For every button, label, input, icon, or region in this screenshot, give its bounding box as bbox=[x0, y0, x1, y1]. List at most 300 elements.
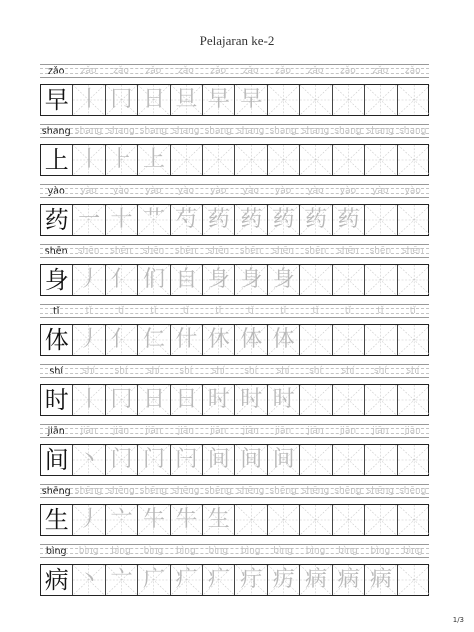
practice-cell bbox=[268, 565, 300, 595]
stroke-trace: 芍 bbox=[175, 207, 198, 232]
practice-cell bbox=[236, 325, 268, 355]
practice-row bbox=[40, 424, 429, 484]
stroke-trace: 冂 bbox=[110, 87, 133, 112]
stroke-trace: 们 bbox=[142, 267, 165, 292]
practice-cell bbox=[236, 85, 268, 115]
pinyin-trace: shēng bbox=[269, 486, 297, 496]
stroke-trace: 疒 bbox=[175, 567, 198, 592]
stroke-trace: 病 bbox=[337, 567, 360, 592]
pinyin-trace: shēn bbox=[369, 246, 392, 256]
pinyin-trace: yào bbox=[307, 186, 324, 196]
practice-cell bbox=[365, 85, 397, 115]
stroke-trace: 丨 bbox=[78, 87, 101, 112]
practice-cell bbox=[236, 205, 268, 235]
practice-cell bbox=[333, 85, 365, 115]
practice-cell bbox=[333, 565, 365, 595]
practice-row bbox=[40, 544, 429, 604]
practice-cell bbox=[333, 325, 365, 355]
pinyin-trace: zǎo bbox=[80, 66, 97, 76]
practice-cell bbox=[300, 145, 332, 175]
pinyin-label: tǐ bbox=[53, 306, 60, 317]
pinyin-trace: yào bbox=[339, 186, 357, 196]
practice-cell bbox=[203, 325, 235, 355]
stroke-trace: 时 bbox=[240, 387, 263, 412]
stroke-trace: 仁 bbox=[142, 327, 165, 352]
model-character-cell bbox=[41, 145, 73, 175]
practice-cell bbox=[300, 85, 332, 115]
practice-cell bbox=[203, 445, 235, 475]
pinyin-trace: shēng bbox=[204, 486, 232, 496]
practice-cell bbox=[268, 445, 300, 475]
stroke-trace: 门 bbox=[142, 447, 165, 472]
character-grid bbox=[40, 504, 429, 536]
pinyin-band bbox=[40, 184, 429, 198]
pinyin-trace: shang bbox=[334, 126, 362, 136]
pinyin-trace: shēn bbox=[272, 246, 294, 256]
stroke-trace: 自 bbox=[175, 267, 198, 292]
pinyin-label: shēn bbox=[44, 246, 68, 257]
pinyin-trace: shēng bbox=[301, 486, 330, 496]
pinyin-trace: shēng bbox=[74, 486, 103, 496]
stroke-trace: 休 bbox=[207, 327, 230, 352]
practice-cell bbox=[171, 445, 203, 475]
model-character-cell bbox=[41, 505, 73, 535]
pinyin-trace: tǐ bbox=[344, 306, 351, 316]
practice-cell bbox=[268, 385, 300, 415]
pinyin-trace: shēn bbox=[337, 246, 359, 256]
practice-cell bbox=[333, 505, 365, 535]
page-title: Pelajaran ke-2 bbox=[199, 33, 275, 48]
character-grid bbox=[40, 84, 429, 116]
stroke-trace: 丶 bbox=[78, 567, 101, 592]
pinyin-trace: jiān bbox=[145, 426, 162, 436]
stroke-trace: 牛 bbox=[175, 507, 198, 532]
practice-cell bbox=[138, 505, 170, 535]
stroke-trace: 间 bbox=[272, 447, 295, 472]
pinyin-trace: zǎo bbox=[145, 66, 162, 76]
stroke-trace: 疔 bbox=[240, 567, 263, 592]
pinyin-trace: zǎo bbox=[242, 66, 259, 76]
pinyin-band bbox=[40, 484, 429, 498]
practice-cell bbox=[398, 85, 430, 115]
stroke-trace: 体 bbox=[240, 327, 263, 352]
practice-cell bbox=[106, 85, 138, 115]
stroke-trace: 身 bbox=[207, 267, 230, 292]
model-character: 早 bbox=[44, 86, 69, 114]
practice-cell bbox=[171, 145, 203, 175]
practice-cell bbox=[300, 445, 332, 475]
practice-cell bbox=[171, 505, 203, 535]
pinyin-trace: yào bbox=[210, 186, 227, 196]
practice-row bbox=[40, 364, 429, 424]
pinyin-trace: jiān bbox=[210, 426, 227, 436]
practice-cell bbox=[106, 565, 138, 595]
practice-cell bbox=[236, 385, 268, 415]
pinyin-trace: shēng bbox=[399, 486, 427, 496]
pinyin-trace: shí bbox=[276, 366, 290, 376]
pinyin-trace: tǐ bbox=[150, 306, 157, 316]
stroke-trace: 旦 bbox=[175, 87, 198, 112]
practice-cell bbox=[300, 265, 332, 295]
pinyin-label: shí bbox=[49, 366, 63, 377]
character-grid bbox=[40, 264, 429, 296]
pinyin-trace: yào bbox=[404, 186, 421, 196]
practice-rows bbox=[40, 64, 429, 604]
practice-row bbox=[40, 244, 429, 304]
stroke-trace: 亠 bbox=[110, 507, 133, 532]
practice-cell bbox=[203, 565, 235, 595]
pinyin-trace: shang bbox=[237, 126, 265, 136]
stroke-trace: 亠 bbox=[110, 567, 133, 592]
pinyin-trace: shí bbox=[146, 366, 160, 376]
practice-row bbox=[40, 184, 429, 244]
pinyin-trace: shēn bbox=[110, 246, 132, 256]
page-number: 1/3 bbox=[452, 616, 464, 624]
pinyin-trace: jiān bbox=[112, 426, 130, 436]
practice-cell bbox=[398, 265, 430, 295]
practice-cell bbox=[171, 565, 203, 595]
pinyin-trace: shí bbox=[244, 366, 258, 376]
pinyin-trace: shang bbox=[366, 126, 395, 136]
practice-cell bbox=[138, 445, 170, 475]
practice-cell bbox=[138, 205, 170, 235]
practice-row bbox=[40, 484, 429, 544]
stroke-trace: 生 bbox=[207, 507, 230, 532]
practice-cell bbox=[106, 445, 138, 475]
practice-cell bbox=[203, 385, 235, 415]
practice-row bbox=[40, 64, 429, 124]
pinyin-trace: tǐ bbox=[85, 306, 92, 316]
practice-cell bbox=[333, 205, 365, 235]
stroke-trace: 艹 bbox=[142, 207, 165, 232]
practice-cell bbox=[333, 385, 365, 415]
stroke-trace: 上 bbox=[142, 147, 165, 172]
stroke-trace: 早 bbox=[207, 87, 230, 112]
practice-cell bbox=[365, 145, 397, 175]
stroke-trace: 十 bbox=[110, 207, 133, 232]
pinyin-trace: jiān bbox=[242, 426, 259, 436]
practice-cell bbox=[365, 445, 397, 475]
practice-cell bbox=[268, 325, 300, 355]
stroke-trace: 病 bbox=[369, 567, 392, 592]
practice-cell bbox=[106, 205, 138, 235]
pinyin-trace: zǎo bbox=[404, 66, 421, 76]
model-character-cell bbox=[41, 265, 73, 295]
practice-cell bbox=[203, 205, 235, 235]
practice-cell bbox=[300, 565, 332, 595]
stroke-trace: ⺊ bbox=[110, 147, 133, 172]
pinyin-trace: bìng bbox=[240, 546, 261, 556]
pinyin-label: shang bbox=[41, 126, 71, 137]
practice-cell bbox=[398, 325, 430, 355]
character-grid bbox=[40, 204, 429, 236]
pinyin-trace: shēn bbox=[77, 246, 100, 256]
practice-cell bbox=[268, 145, 300, 175]
practice-cell bbox=[106, 385, 138, 415]
pinyin-trace: shí bbox=[211, 366, 225, 376]
pinyin-trace: shēng bbox=[237, 486, 265, 496]
pinyin-trace: shí bbox=[179, 366, 193, 376]
practice-cell bbox=[398, 145, 430, 175]
practice-cell bbox=[203, 265, 235, 295]
stroke-trace: 门 bbox=[110, 447, 133, 472]
practice-row bbox=[40, 304, 429, 364]
practice-cell bbox=[171, 325, 203, 355]
pinyin-label: zǎo bbox=[47, 66, 65, 77]
stroke-trace: 早 bbox=[240, 87, 263, 112]
pinyin-trace: bìng bbox=[78, 546, 99, 556]
model-character-cell bbox=[41, 385, 73, 415]
pinyin-trace: shang bbox=[107, 126, 135, 136]
pinyin-trace: zǎo bbox=[177, 66, 194, 76]
practice-cell bbox=[138, 565, 170, 595]
pinyin-trace: jiān bbox=[80, 426, 97, 436]
practice-cell bbox=[73, 145, 105, 175]
model-character: 药 bbox=[44, 206, 69, 234]
stroke-trace: 日 bbox=[175, 387, 198, 412]
pinyin-band bbox=[40, 364, 429, 378]
pinyin-trace: tǐ bbox=[215, 306, 222, 316]
pinyin-trace: jiān bbox=[307, 426, 324, 436]
stroke-trace: 广 bbox=[142, 567, 165, 592]
pinyin-trace: shang bbox=[204, 126, 232, 136]
practice-cell bbox=[106, 145, 138, 175]
pinyin-trace: shí bbox=[341, 366, 355, 376]
practice-cell bbox=[171, 385, 203, 415]
pinyin-trace: yào bbox=[177, 186, 195, 196]
stroke-trace: 牛 bbox=[142, 507, 165, 532]
pinyin-trace: yào bbox=[80, 186, 97, 196]
pinyin-trace: zǎo bbox=[210, 66, 227, 76]
pinyin-trace: bìng bbox=[338, 546, 358, 556]
model-character-cell bbox=[41, 85, 73, 115]
model-character: 生 bbox=[44, 506, 69, 534]
practice-cell bbox=[365, 385, 397, 415]
practice-cell bbox=[73, 385, 105, 415]
pinyin-trace: jiān bbox=[274, 426, 292, 436]
pinyin-trace: shēn bbox=[401, 246, 424, 256]
pinyin-trace: yào bbox=[112, 186, 130, 196]
stroke-trace: 疠 bbox=[272, 567, 295, 592]
pinyin-trace: bìng bbox=[208, 546, 229, 556]
practice-cell bbox=[236, 565, 268, 595]
pinyin-trace: shí bbox=[373, 366, 387, 376]
practice-cell bbox=[365, 505, 397, 535]
stroke-trace: 丿 bbox=[78, 267, 101, 292]
practice-cell bbox=[171, 265, 203, 295]
practice-cell bbox=[365, 325, 397, 355]
pinyin-trace: tǐ bbox=[312, 306, 319, 316]
pinyin-trace: shí bbox=[309, 366, 322, 376]
stroke-trace: 亻 bbox=[110, 267, 133, 292]
pinyin-band bbox=[40, 244, 429, 258]
practice-cell bbox=[300, 205, 332, 235]
practice-cell bbox=[73, 325, 105, 355]
pinyin-band bbox=[40, 64, 429, 78]
pinyin-trace: bìng bbox=[402, 546, 423, 556]
pinyin-trace: shang bbox=[301, 126, 330, 136]
model-character: 病 bbox=[44, 566, 69, 594]
stroke-trace: 身 bbox=[240, 267, 263, 292]
practice-cell bbox=[73, 445, 105, 475]
stroke-trace: 药 bbox=[305, 207, 328, 232]
practice-cell bbox=[398, 385, 430, 415]
stroke-trace: 一 bbox=[78, 207, 101, 232]
pinyin-trace: tǐ bbox=[280, 306, 287, 316]
practice-cell bbox=[398, 445, 430, 475]
pinyin-label: shēng bbox=[41, 486, 71, 497]
model-character: 体 bbox=[44, 326, 69, 354]
pinyin-trace: shēn bbox=[142, 246, 165, 256]
practice-cell bbox=[203, 85, 235, 115]
pinyin-trace: shí bbox=[82, 366, 96, 376]
pinyin-trace: shēng bbox=[172, 486, 200, 496]
pinyin-label: bìng bbox=[45, 546, 67, 557]
stroke-trace: 病 bbox=[305, 567, 328, 592]
pinyin-trace: shēng bbox=[334, 486, 362, 496]
pinyin-trace: yào bbox=[145, 186, 162, 196]
pinyin-trace: tǐ bbox=[247, 306, 254, 316]
pinyin-trace: bìng bbox=[111, 546, 131, 556]
practice-cell bbox=[203, 145, 235, 175]
model-character: 上 bbox=[44, 146, 69, 174]
practice-cell bbox=[236, 265, 268, 295]
pinyin-trace: shēn bbox=[207, 246, 230, 256]
practice-cell bbox=[106, 505, 138, 535]
character-grid bbox=[40, 384, 429, 416]
pinyin-trace: yào bbox=[274, 186, 292, 196]
practice-cell bbox=[333, 445, 365, 475]
practice-cell bbox=[73, 85, 105, 115]
pinyin-trace: zǎo bbox=[372, 66, 389, 76]
pinyin-trace: shang bbox=[269, 126, 297, 136]
stroke-trace: 日 bbox=[142, 87, 165, 112]
practice-cell bbox=[365, 565, 397, 595]
stroke-trace: 丶 bbox=[78, 447, 101, 472]
pinyin-trace: bìng bbox=[273, 546, 293, 556]
practice-row bbox=[40, 124, 429, 184]
practice-cell bbox=[203, 505, 235, 535]
practice-cell bbox=[268, 205, 300, 235]
pinyin-trace: shēn bbox=[304, 246, 327, 256]
model-character: 身 bbox=[44, 266, 69, 294]
practice-cell bbox=[171, 85, 203, 115]
practice-cell bbox=[106, 265, 138, 295]
pinyin-trace: yào bbox=[242, 186, 259, 196]
stroke-trace: 间 bbox=[240, 447, 263, 472]
model-character-cell bbox=[41, 445, 73, 475]
stroke-trace: 丨 bbox=[78, 387, 101, 412]
pinyin-trace: shí bbox=[114, 366, 128, 376]
practice-cell bbox=[171, 205, 203, 235]
practice-cell bbox=[398, 565, 430, 595]
stroke-trace: 闩 bbox=[175, 447, 198, 472]
character-grid bbox=[40, 324, 429, 356]
pinyin-trace: bìng bbox=[143, 546, 164, 556]
pinyin-trace: shang bbox=[399, 126, 427, 136]
practice-cell bbox=[236, 145, 268, 175]
pinyin-band bbox=[40, 304, 429, 318]
stroke-trace: 日 bbox=[142, 387, 165, 412]
pinyin-trace: bìng bbox=[176, 546, 196, 556]
pinyin-band bbox=[40, 424, 429, 438]
practice-cell bbox=[236, 445, 268, 475]
pinyin-trace: tǐ bbox=[118, 306, 125, 316]
character-grid bbox=[40, 444, 429, 476]
stroke-trace: 丿 bbox=[78, 327, 101, 352]
pinyin-trace: zǎo bbox=[113, 66, 129, 76]
stroke-trace: 药 bbox=[337, 207, 360, 232]
practice-cell bbox=[300, 385, 332, 415]
stroke-trace: 亻 bbox=[110, 327, 133, 352]
stroke-trace: 疒 bbox=[207, 567, 230, 592]
pinyin-trace: yào bbox=[372, 186, 389, 196]
stroke-trace: 间 bbox=[207, 447, 230, 472]
stroke-trace: 冂 bbox=[110, 387, 133, 412]
practice-cell bbox=[365, 265, 397, 295]
model-character: 间 bbox=[44, 446, 69, 474]
practice-cell bbox=[138, 85, 170, 115]
pinyin-label: yào bbox=[47, 186, 65, 197]
stroke-trace: 时 bbox=[207, 387, 230, 412]
practice-cell bbox=[73, 505, 105, 535]
practice-cell bbox=[138, 265, 170, 295]
pinyin-band bbox=[40, 544, 429, 558]
practice-cell bbox=[268, 85, 300, 115]
model-character-cell bbox=[41, 565, 73, 595]
pinyin-trace: jiān bbox=[372, 426, 389, 436]
practice-cell bbox=[138, 385, 170, 415]
pinyin-band bbox=[40, 124, 429, 138]
stroke-trace: 药 bbox=[240, 207, 263, 232]
stroke-trace: 丨 bbox=[78, 147, 101, 172]
practice-cell bbox=[73, 205, 105, 235]
stroke-trace: 什 bbox=[175, 327, 198, 352]
stroke-trace: 药 bbox=[272, 207, 295, 232]
pinyin-trace: shang bbox=[139, 126, 168, 136]
model-character: 时 bbox=[44, 386, 69, 414]
pinyin-trace: bìng bbox=[370, 546, 391, 556]
practice-cell bbox=[333, 265, 365, 295]
practice-cell bbox=[73, 565, 105, 595]
practice-cell bbox=[300, 325, 332, 355]
pinyin-trace: shēn bbox=[239, 246, 262, 256]
pinyin-trace: bìng bbox=[305, 546, 326, 556]
stroke-trace: 体 bbox=[272, 327, 295, 352]
practice-cell bbox=[398, 505, 430, 535]
practice-cell bbox=[138, 325, 170, 355]
practice-cell bbox=[398, 205, 430, 235]
pinyin-trace: shí bbox=[406, 366, 420, 376]
model-character-cell bbox=[41, 325, 73, 355]
pinyin-trace: zǎo bbox=[307, 66, 324, 76]
practice-cell bbox=[236, 505, 268, 535]
model-character-cell bbox=[41, 205, 73, 235]
practice-cell bbox=[300, 505, 332, 535]
pinyin-trace: jiān bbox=[339, 426, 357, 436]
stroke-trace: 时 bbox=[272, 387, 295, 412]
pinyin-trace: tǐ bbox=[377, 306, 384, 316]
stroke-trace: 药 bbox=[207, 207, 230, 232]
practice-cell bbox=[138, 145, 170, 175]
practice-cell bbox=[333, 145, 365, 175]
practice-cell bbox=[268, 265, 300, 295]
pinyin-trace: zǎo bbox=[340, 66, 356, 76]
character-grid bbox=[40, 564, 429, 596]
character-grid bbox=[40, 144, 429, 176]
pinyin-trace: shēng bbox=[107, 486, 135, 496]
stroke-trace: 丿 bbox=[78, 507, 101, 532]
